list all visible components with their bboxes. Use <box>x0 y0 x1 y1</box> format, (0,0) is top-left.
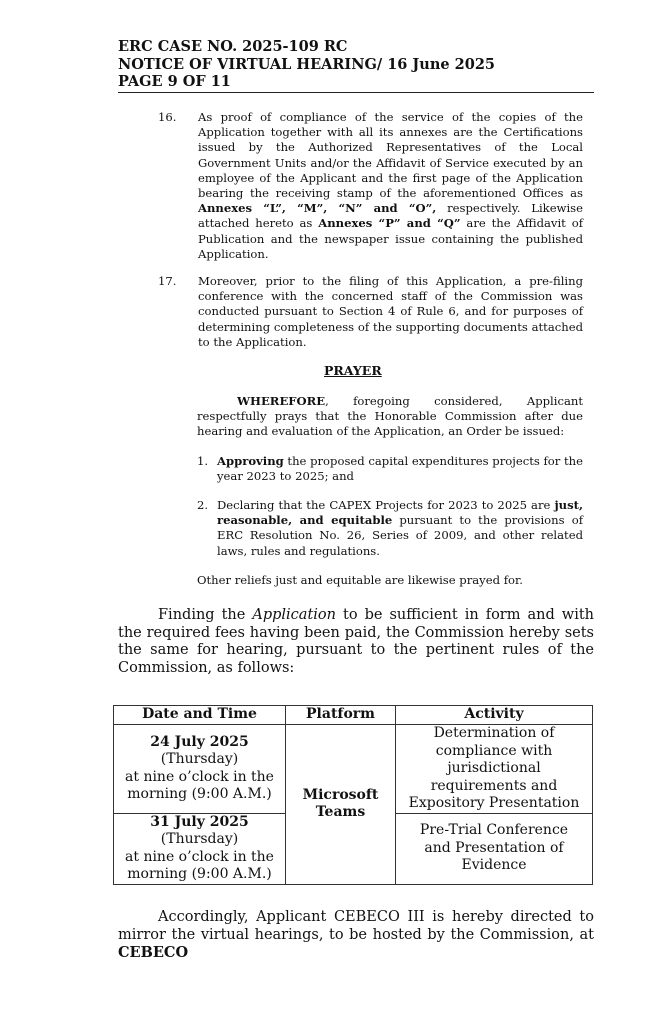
hearing-time: at nine o’clock in the <box>125 848 274 865</box>
activity-cell: Determination of compliance with jurisdictional requirements and Expository Presentation <box>396 725 593 814</box>
activity-cell: Pre-Trial Conference and Presentation of Evidence <box>396 813 593 884</box>
text-run: Accordingly, Applicant CEBECO III is hereby directed to mirror the virtual hearings, to be hosted by the Commission, at <box>118 909 594 943</box>
platform-cell <box>286 725 396 885</box>
notice-title: NOTICE OF VIRTUAL HEARING/ 16 June 2025 <box>118 55 495 73</box>
paragraph-text <box>198 110 583 262</box>
text-run: the proposed capital expenditures projects for the year 2023 to 2025; and <box>217 454 583 484</box>
bold-run: CEBECO <box>118 944 189 962</box>
prayer-heading: PRAYER <box>324 363 382 378</box>
text-run: respectively. Likewise attached hereto as <box>198 201 583 231</box>
accordingly-paragraph <box>118 909 594 963</box>
column-header: Activity <box>396 706 593 725</box>
annex-reference: Annexes “P” and “Q” <box>318 216 461 231</box>
page-header <box>118 38 594 91</box>
text-run: Finding the <box>158 607 253 623</box>
platform-name: Microsoft Teams <box>302 786 379 821</box>
hearing-time: morning (9:00 A.M.) <box>127 866 272 882</box>
case-number: ERC CASE NO. 2025-109 RC <box>118 38 348 55</box>
annex-reference: Annexes “L”, “M”, “N” and “O”, <box>198 201 437 216</box>
hearing-time: morning (9:00 A.M.) <box>127 786 272 803</box>
header-rule <box>118 92 594 93</box>
item-number: 2. <box>197 498 209 512</box>
prayer-wherefore <box>197 394 583 440</box>
italic-run: Application <box>252 607 336 623</box>
page-number: PAGE 9 OF 11 <box>118 73 231 90</box>
hearing-day: (Thursday) <box>160 831 239 847</box>
bold-run: just, reasonable, and equitable <box>217 498 583 528</box>
text-run: As proof of compliance of the service of the copies of the Application together with all its annexes are the Certifications issued by the Authorized Representatives of the Local Government Units and/or the Affidavit of Service executed by an employee of the Applicant and the first page of the Application bearing the receiving stamp of the aforementioned Offices as <box>198 110 583 201</box>
hearing-schedule-table <box>113 705 593 885</box>
hearing-date: 24 July 2025 <box>150 733 249 750</box>
text-run: pursuant to the provisions of ERC Resolution No. 26, Series of 2009, and other related laws, rules and regulations. <box>217 513 583 558</box>
text-run: are the Affidavit of Publication and the newspaper issue containing the published Application. <box>198 216 583 261</box>
wherefore-lead: WHEREFORE <box>237 394 326 408</box>
finding-paragraph <box>118 607 594 677</box>
item-number: 1. <box>197 454 209 468</box>
column-header: Platform <box>286 706 396 725</box>
hearing-time: at nine o’clock in the <box>125 768 274 785</box>
hearing-day: (Thursday) <box>160 751 239 768</box>
paragraph-number: 16. <box>158 110 177 124</box>
text-run: Declaring that the CAPEX Projects for 2023 to 2025 are <box>217 498 555 512</box>
paragraph-number: 17. <box>158 274 177 288</box>
column-header: Date and Time <box>114 706 286 725</box>
text-run: , foregoing considered, Applicant respectfully prays that the Honorable Commission after due hearing and evaluation of the Application, an Order be issued: <box>197 394 583 439</box>
date-time-cell <box>114 725 286 814</box>
item-text <box>217 498 583 559</box>
paragraph-text: Moreover, prior to the filing of this Application, a pre-filing conference with the concerned staff of the Commission was conducted pursuant to Section 4 of Rule 6, and for purposes of determining completeness of the supporting documents attached to the Application. <box>198 274 583 349</box>
table-header-row <box>114 706 593 725</box>
table-row <box>114 725 593 814</box>
bold-run: Approving <box>217 454 284 468</box>
hearing-date: 31 July 2025 <box>150 813 249 830</box>
other-reliefs: Other reliefs just and equitable are likewise prayed for. <box>197 573 523 587</box>
text-run: to be sufficient in form and with the required fees having been paid, the Commission hereby sets the same for hearing, pursuant to the pertinent rules of the Commission, as follows: <box>118 607 595 676</box>
date-time-cell <box>114 813 286 884</box>
item-text <box>217 454 583 484</box>
